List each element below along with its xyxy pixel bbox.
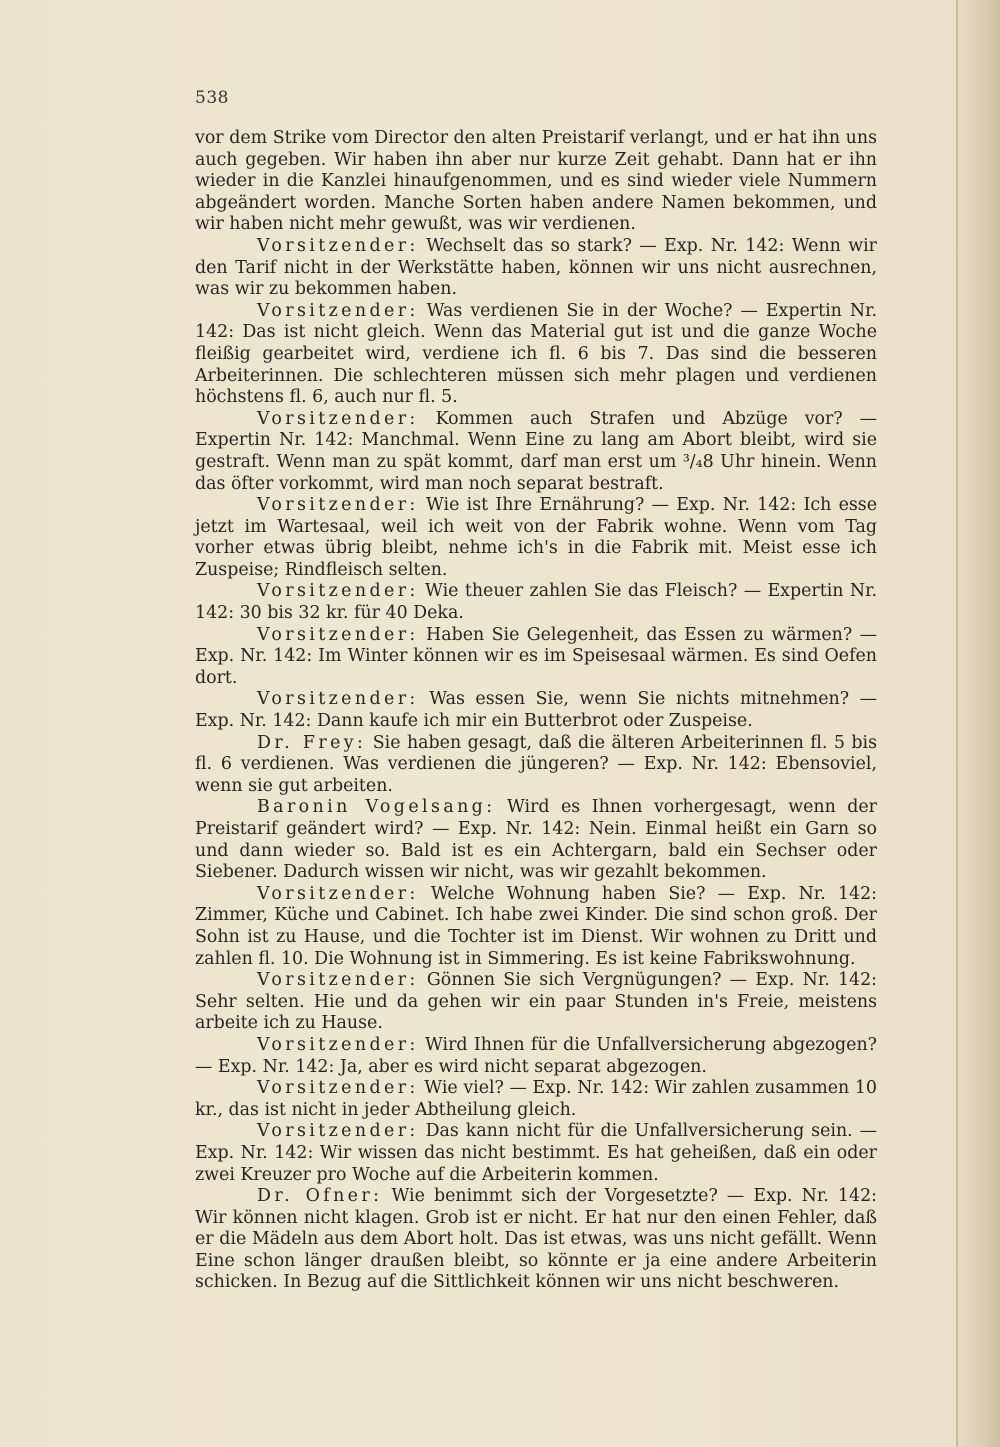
paragraph [195,625,877,690]
paragraph-text: Wird es Ihnen vorhergesagt, wenn der Preistarif geändert wird? — Exp. Nr. 142: Nein. Einmal heißt ein Garn so und dann wieder so. Bald ist es ein Achtergarn, bald ein Sechser oder Siebener. Dadurch wissen wir nicht, was wir gezahlt bekommen. [195,797,877,883]
paragraph [195,1121,877,1186]
paragraph [195,495,877,581]
speaker-name: Vorsitzender: [257,300,419,321]
speaker-name: Vorsitzender: [257,495,419,516]
speaker-name: Vorsitzender: [257,1078,419,1099]
paragraph-text: Kommen auch Strafen und Abzüge vor? — Expertin Nr. 142: Manchmal. Wenn Eine zu lang am Abort bleibt, wird sie gestraft. Wenn man zu spät kommt, darf man erst um ³/₄8 Uhr hinein. Wenn das öfter vorkommt, wird man noch separat bestraft. [195,408,877,494]
paragraph [195,409,877,495]
paragraph-text: Wie theuer zahlen Sie das Fleisch? — Expertin Nr. 142: 30 bis 32 kr. für 40 Deka. [195,581,877,624]
page-number: 538 [195,88,229,108]
paragraph [195,689,877,732]
speaker-name: Vorsitzender: [257,1121,419,1142]
paragraph [195,884,877,970]
paragraph [195,970,877,1035]
paragraph-text: Was verdienen Sie in der Woche? — Expertin Nr. 142: Das ist nicht gleich. Wenn das Material gut ist und die ganze Woche fleißig gearbeitet wird, verdiene ich fl. 6 bis 7. Das sind die besseren Arbeiterinnen. Die schlechteren müssen sich mehr plagen und verdienen höchstens fl. 6, auch nur fl. 5. [195,300,877,408]
speaker-name: Vorsitzender: [257,624,419,645]
speaker-name: Baronin Vogelsang: [257,797,496,818]
paragraph-text: Wechselt das so stark? — Exp. Nr. 142: Wenn wir den Tarif nicht in der Werkstätte haben, können wir uns nicht ausrechnen, was wir zu bekommen haben. [195,235,877,300]
speaker-name: Vorsitzender: [257,581,419,602]
paragraph [195,797,877,883]
paragraph-text: Wird Ihnen für die Unfallversicherung abgezogen? — Exp. Nr. 142: Ja, aber es wird nicht separat abgezogen. [195,1034,877,1077]
paragraph-text: Was essen Sie, wenn Sie nichts mitnehmen? — Exp. Nr. 142: Dann kaufe ich mir ein Butterbrot oder Zuspeise. [195,689,877,732]
speaker-name: Vorsitzender: [257,689,419,710]
speaker-name: Dr. Frey: [257,732,367,753]
paragraph-text: Wie viel? — Exp. Nr. 142: Wir zahlen zusammen 10 kr., das ist nicht in jeder Abtheilung gleich. [195,1078,877,1120]
paragraph [195,128,877,236]
paragraph [195,733,877,798]
paragraph-text: Gönnen Sie sich Vergnügungen? — Exp. Nr. 142: Sehr selten. Hie und da gehen wir ein paar Stunden in's Freie, meistens arbeite ich zu Hause. [195,970,877,1034]
speaker-name: Vorsitzender: [257,408,419,429]
paragraph [195,1186,877,1294]
paragraph-text: Das kann nicht für die Unfallversicherung sein. — Exp. Nr. 142: Wir wissen das nicht bestimmt. Es hat geheißen, daß ein oder zwei Kreuzer pro Woche auf die Arbeiterin kommen. [195,1121,877,1185]
paragraph-text: Wie benimmt sich der Vorgesetzte? — Exp. Nr. 142: Wir können nicht klagen. Grob ist er nicht. Er hat nur den einen Fehler, daß er die Mädeln aus dem Abort holt. Das ist etwas, was uns nicht gefällt. Wenn Eine schon länger draußen bleibt, so könnte er ja eine andere Arbeiterin schicken. In Bezug auf die Sittlichkeit können wir uns nicht beschweren. [195,1186,877,1293]
speaker-name: Vorsitzender: [257,970,419,991]
paragraph-text: Sie haben gesagt, daß die älteren Arbeiterinnen fl. 5 bis fl. 6 verdienen. Was verdienen die jüngeren? — Exp. Nr. 142: Ebensoviel, wenn sie gut arbeiten. [195,732,877,796]
page-edge [956,0,1000,1447]
speaker-name: Vorsitzender: [257,235,419,256]
paragraph [195,236,877,301]
paragraph-text: vor dem Strike vom Director den alten Preistarif verlangt, und er hat ihn uns auch gegeben. Wir haben ihn aber nur kurze Zeit gehabt. Dann hat er ihn wieder in die Kanzlei hinaufgenommen, und es sind wieder viele Nummern abgeändert worden. Manche Sorten haben andere Namen bekommen, und wir haben nicht mehr gewußt, was wir verdienen. [195,128,877,235]
speaker-name: Vorsitzender: [257,883,419,904]
paragraph [195,1078,877,1121]
paragraph-text: Welche Wohnung haben Sie? — Exp. Nr. 142: Zimmer, Küche und Cabinet. Ich habe zwei Kinder. Die sind schon groß. Der Sohn ist zu Hause, und die Tochter ist im Dienst. Wir wohnen zu Dritt und zahlen fl. 10. Die Wohnung ist in Simmering. Es ist keine Fabrikswohnung. [195,883,877,969]
speaker-name: Vorsitzender: [257,1034,419,1055]
paragraph [195,581,877,624]
paragraph-text: Wie ist Ihre Ernährung? — Exp. Nr. 142: Ich esse jetzt im Wartesaal, weil ich weit von der Fabrik wohne. Wenn vom Tag vorher etwas übrig bleibt, nehme ich's in die Fabrik mit. Meist esse ich Zuspeise; Rindfleisch selten. [195,495,877,580]
paragraph [195,301,877,409]
paragraph [195,1035,877,1078]
body-text [195,128,877,1294]
speaker-name: Dr. Ofner: [257,1186,383,1207]
paragraph-text: Haben Sie Gelegenheit, das Essen zu wärmen? — Exp. Nr. 142: Im Winter können wir es im Speisesaal wärmen. Es sind Oefen dort. [195,624,877,688]
